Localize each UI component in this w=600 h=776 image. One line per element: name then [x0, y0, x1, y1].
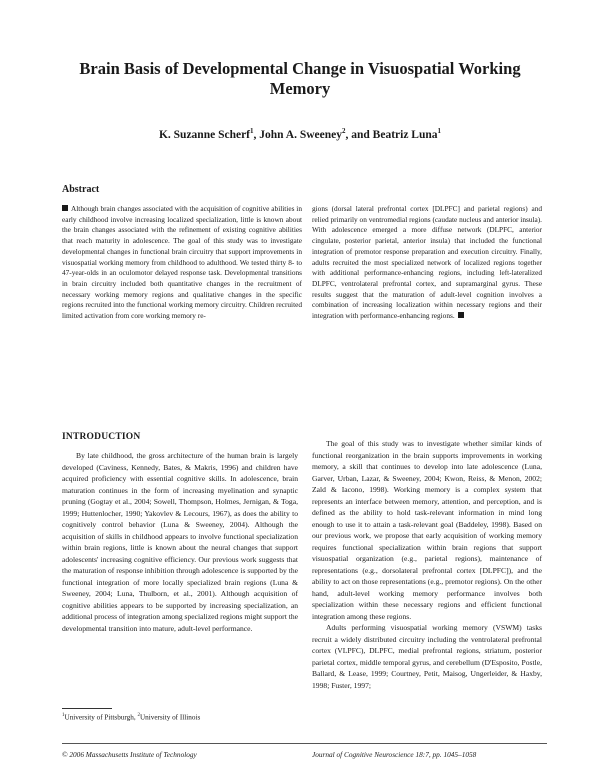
footnote-marker: 2: [137, 713, 140, 718]
copyright-notice: © 2006 Massachusetts Institute of Technology: [62, 750, 197, 759]
introduction-paragraph: Adults performing visuospatial working memory (VSWM) tasks recruit a widely distributed circuitry including the ventrolateral prefrontal cortex (VLPFC), DLPFC, medial prefrontal regions, striatum, posterior parietal cortex, middle temporal gyrus, and cerebellum (D'Esposito, Postle, Ballard, & Lease, 1999; Courtney, Petit, Maisog, Ungerleider, & Haxby, 1998; Fuster, 1997;: [312, 623, 542, 690]
affiliation-footnote: [62, 713, 200, 721]
abstract-heading: Abstract: [62, 184, 100, 195]
author-affiliation-marker: 1: [437, 127, 442, 135]
introduction-paragraph: The goal of this study was to investigate whether similar kinds of functional reorganization in the brain supports improvements in working memory, a skill that continues to develop into late adolescence (Luna, Garver, Urban, Lazar, & Sweeney, 2004; Kwon, Reiss, & Menon, 2002; Zald & Iacono, 1998). Working memory is a complex system that represents an interface between memory, attention, and perception, and is defined as the ability to hold task-relevant information in mind long enough to use it to attain a task-relevant goal (Baddeley, 1998). Based on our previous work, we propose that early acquisition of working memory requires functional specialization within brain regions that support visuospatial organization (e.g., parietal regions), maintenance of representations (e.g., dorsolateral prefrontal cortex [DLPFC]), and the ability to act on those representations (e.g., premotor regions). On the other hand, adult-level working memory performance involves both specialization within these necessary regions and efficient functional integration among these regions.: [312, 439, 542, 621]
author-name: K. Suzanne Scherf: [158, 128, 250, 141]
introduction-heading: INTRODUCTION: [62, 432, 141, 442]
footnote-marker: 1: [62, 713, 65, 718]
author-name: Beatriz Luna: [372, 128, 438, 141]
abstract-right-body: gions (dorsal lateral prefrontal cortex [DLPFC] and parietal regions) and relied primarily on ventromedial regions (caudate nucleus and anterior insula). With adolescence emerged a more diffuse network (DLPFC, anterior cingulate, posterior parietal, anterior insula) that included the functional integration of premotor response preparation and execution circuitry. Finally, adults recruited the most specialized network of localized regions together with additional performance-enhancing regions, including left-lateralized DLPFC, ventrolateral prefrontal cortex, and supramarginal gyrus. These results suggest that the maturation of adult-level cognition involves a combination of increasing localization within necessary regions and their integration with performance-enhancing regions.: [312, 204, 542, 321]
footnote-affiliation: University of Illinois: [139, 713, 201, 722]
author-line: [60, 124, 540, 142]
paper-title: Brain Basis of Developmental Change in Visuospatial Working Memory: [79, 59, 521, 98]
abstract-text-right: [312, 204, 542, 322]
author-separator: ,: [253, 128, 260, 141]
author-name: John A. Sweeney: [259, 128, 342, 141]
footnote-rule: [62, 708, 112, 709]
footer-rule: [62, 743, 547, 744]
abstract-left-body: Although brain changes associated with the acquisition of cognitive abilities in early childhood involve increasing localized specialization, little is known about the brain changes associated with the refinement of existing cognitive abilities that reach maturity in adolescence. The goal of this study was to investigate developmental changes in functional brain circuitry that support improvements in visuospatial working memory from childhood to adulthood. We tested thirty 8- to 47-year-olds in an oculomotor delayed response task. Developmental transitions in brain circuitry included both quantitative changes in the recruitment of necessary working memory regions and qualitative changes in the specific regions recruited into the functional working memory circuitry. Children recruited limited activation from core working memory re-: [62, 204, 302, 321]
author-separator: , and: [345, 128, 373, 141]
abstract-start-square-icon: [62, 205, 68, 211]
abstract-end-square-icon: [458, 312, 464, 318]
abstract-text-left: [62, 204, 302, 322]
introduction-paragraph: By late childhood, the gross architecture of the human brain is largely developed (Caviness, Kennedy, Bates, & Makris, 1996) and children have acquired proficiency with essential cognitive skills. In adolescence, brain maturation continues in the form of increasing myelination and synaptic pruning (Gogtay et al., 2004; Sowell, Thompson, Holmes, Jernigan, & Toga, 1999; Huttenlocher, 1990; Yakovlev & Lecours, 1967), as does the ability to cognitively control behavior (Luna & Sweeney, 2004). Although the acquisition of skills in childhood appears to involve functional specialization within brain regions, little is known about the neural changes that support adolescents' increasing cognitive efficiency. Our previous work suggests that the maturation of response inhibition through adolescence is supported by the functional integration of more locally specialized brain regions (Luna & Sweeney, 2004; Luna, Thulborn, et al., 2001). Although acquisition of cognitive abilities appears to be supported by increasing specialization, an additional process of integration among specialized regions might support the developmental transition into mature, adult-level performance.: [62, 451, 298, 633]
author-affiliation-marker: 2: [342, 127, 346, 135]
introduction-text-left: [62, 450, 298, 634]
author-affiliation-marker: 1: [250, 127, 254, 135]
journal-citation: Journal of Cognitive Neuroscience 18:7, pp. 1045–1058: [312, 750, 477, 759]
introduction-text-right: [312, 438, 542, 691]
footnote-affiliation: University of Pittsburgh,: [64, 713, 138, 722]
